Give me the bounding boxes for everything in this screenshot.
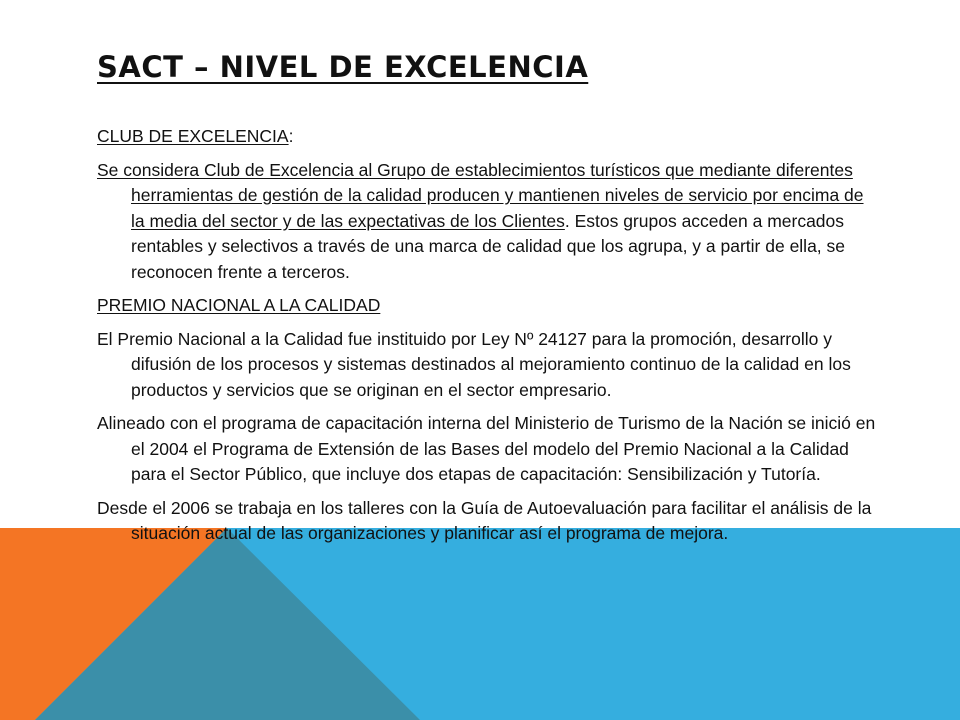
club-heading: CLUB DE EXCELENCIA: [97, 126, 289, 146]
slide-title: SACT – NIVEL DE EXCELENCIA: [97, 50, 589, 84]
premio-heading-paragraph: [97, 293, 877, 319]
club-definition-underlined: Se considera Club de Excelencia al Grupo de establecimientos turísticos que mediante diferentes herramientas de gestión de la calidad producen y mantienen niveles de servicio por encima de la media del sector y de las expectativas de los Clientes: [97, 159, 864, 231]
club-heading-paragraph: [97, 124, 877, 150]
desde-paragraph: Desde el 2006 se trabaja en los talleres con la Guía de Autoevaluación para facilitar el análisis de la situación actual de las organizaciones y planificar así el programa de mejora.: [97, 497, 872, 543]
club-definition-rest: . Estos grupos acceden a mercados rentables y selectivos a través de una marca de calidad que los agrupa, y a partir de ella, se reconocen frente a terceros.: [131, 210, 846, 282]
slide-body: [97, 124, 877, 555]
alineado-paragraph: Alineado con el programa de capacitación interna del Ministerio de Turismo de la Nación se inició en el 2004 el Programa de Extensión de las Bases del modelo del Premio Nacional a la Calidad para el Sector Público, que incluye dos etapas de capacitación: Sensibilización y Tutoría.: [97, 413, 876, 484]
premio-heading: PREMIO NACIONAL A LA CALIDAD: [97, 295, 381, 315]
club-definition: [97, 158, 877, 286]
premio-definition: El Premio Nacional a la Calidad fue instituido por Ley Nº 24127 para la promoción, desarrollo y difusión de los procesos y sistemas destinados al mejoramiento continuo de la calidad en los productos y servicios que se originan en el sector empresario.: [97, 328, 851, 400]
club-heading-colon: :: [288, 126, 294, 146]
